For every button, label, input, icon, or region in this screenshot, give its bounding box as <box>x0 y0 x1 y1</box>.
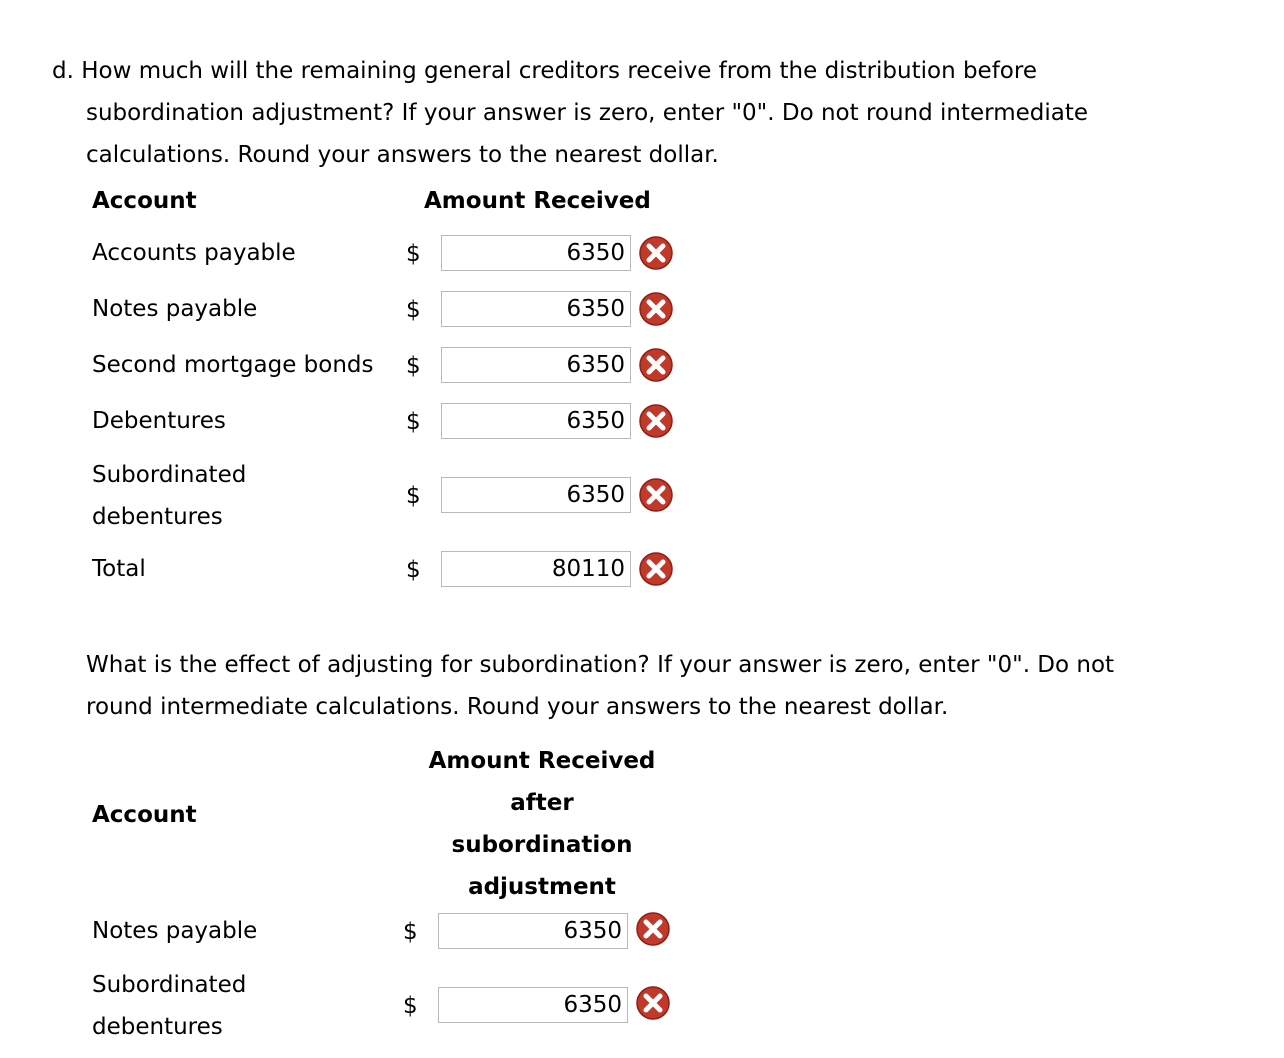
question-line: calculations. Round your answers to the nearest dollar. <box>86 142 719 168</box>
header-line: subordination <box>451 832 633 858</box>
header-amount-received: Amount Received <box>424 188 651 214</box>
notes-payable-after-input[interactable] <box>438 913 628 949</box>
x-circle-icon <box>638 403 674 439</box>
row-label-notes-payable: Notes payable <box>92 918 258 944</box>
header-account: Account <box>92 188 197 214</box>
x-circle-icon <box>635 911 671 947</box>
question-line: round intermediate calculations. Round your answers to the nearest dollar. <box>86 694 949 720</box>
x-circle-icon <box>638 551 674 587</box>
question-line: subordination adjustment? If your answer is zero, enter "0". Do not round intermediate <box>86 100 1089 126</box>
notes-payable-input[interactable] <box>441 291 631 327</box>
x-circle-icon <box>638 477 674 513</box>
currency-symbol: $ <box>406 409 421 435</box>
subordinated-debentures-input[interactable] <box>441 477 631 513</box>
row-label-debentures-line2: debentures <box>92 1014 223 1040</box>
row-label-second-mortgage-bonds: Second mortgage bonds <box>92 352 374 378</box>
row-label-accounts-payable: Accounts payable <box>92 240 296 266</box>
row-label-debentures-line2: debentures <box>92 504 223 530</box>
currency-symbol: $ <box>406 241 421 267</box>
currency-symbol: $ <box>406 557 421 583</box>
accounts-payable-input[interactable] <box>441 235 631 271</box>
second-mortgage-bonds-input[interactable] <box>441 347 631 383</box>
header-line: Amount Received <box>428 748 656 774</box>
currency-symbol: $ <box>403 993 418 1019</box>
row-label-subordinated: Subordinated <box>92 462 247 488</box>
header-line: adjustment <box>468 874 616 900</box>
question-line: What is the effect of adjusting for subordination? If your answer is zero, enter "0". Do not <box>86 652 1115 678</box>
row-label-notes-payable: Notes payable <box>92 296 258 322</box>
subordinated-debentures-after-input[interactable] <box>438 987 628 1023</box>
row-label-subordinated: Subordinated <box>92 972 247 998</box>
x-circle-icon <box>635 985 671 1021</box>
header-line: after <box>510 790 574 816</box>
question-line: d. How much will the remaining general creditors receive from the distribution before <box>52 58 1037 84</box>
x-circle-icon <box>638 235 674 271</box>
currency-symbol: $ <box>403 919 418 945</box>
header-amount-after-subordination <box>412 740 672 908</box>
x-circle-icon <box>638 347 674 383</box>
currency-symbol: $ <box>406 483 421 509</box>
currency-symbol: $ <box>406 353 421 379</box>
row-label-debentures: Debentures <box>92 408 226 434</box>
question-subordination-effect-text <box>86 644 1284 728</box>
header-account: Account <box>92 802 197 828</box>
x-circle-icon <box>638 291 674 327</box>
question-d-text <box>52 50 1252 176</box>
debentures-input[interactable] <box>441 403 631 439</box>
row-label-total: Total <box>92 556 146 582</box>
currency-symbol: $ <box>406 297 421 323</box>
total-input[interactable] <box>441 551 631 587</box>
